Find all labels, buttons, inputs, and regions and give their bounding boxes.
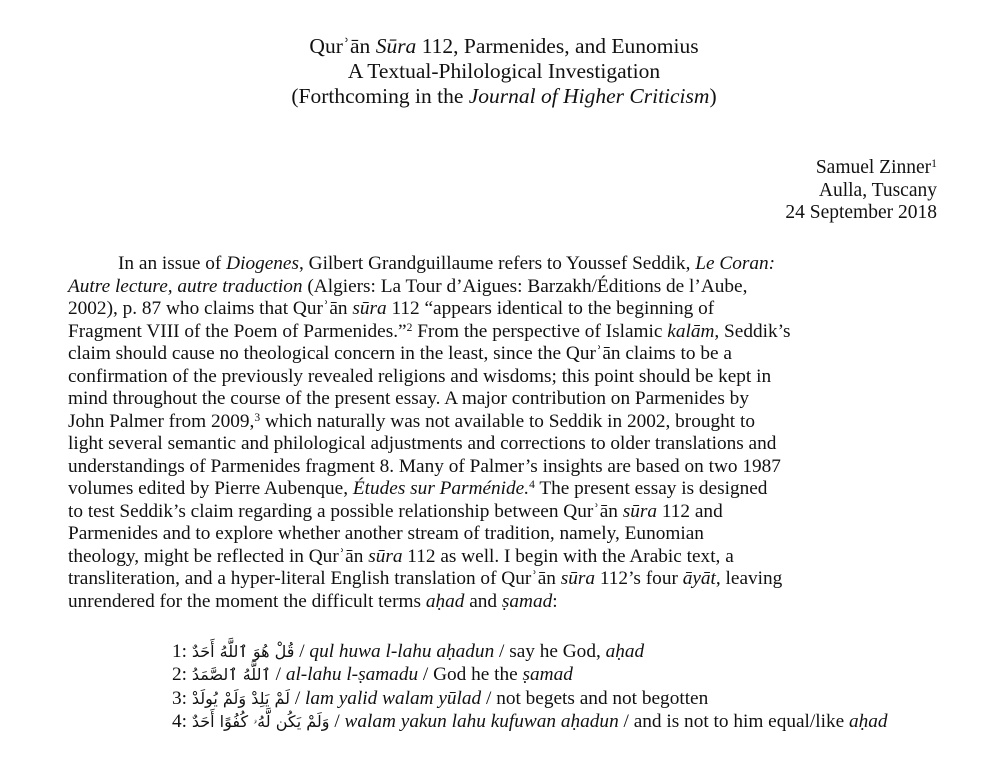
body-line: mind throughout the course of the present essay. A major contribution on Parmenides by [68,388,749,409]
body-line: understandings of Parmenides fragment 8. Many of Palmer’s insights are based on two 1987 [68,455,781,477]
verse-list [172,640,888,733]
arabic-text: قُلْ هُوَ ٱللَّهُ أَحَدٌ [191,642,295,661]
title-line-2: A Textual-Philological Investigation [347,59,661,83]
footnote-marker: 3 [254,410,261,424]
body-line: Autre lecture, autre traduction (Algiers: La Tour d’Aigues: Barzakh/Éditions de l’Aube, [68,275,748,297]
body-line: volumes edited by Pierre Aubenque, Études sur Parménide.$^4$ The present essay is designed [68,478,768,499]
arabic-text: ٱللَّهُ ٱلصَّمَدُ [191,665,271,685]
body-line: John Palmer from 2009,$^3$ which naturally was not available to Seddik in 2002, brought to [68,410,755,432]
body-line: Fragment VIII of the Poem of Parmenides.”$^2$ From the perspective of Islamic kalām, Seddik’s [68,320,791,342]
body-line: 2002), p. 87 who claims that Qurʾān sūra 112 “appears identical to the beginning of [68,298,715,319]
title-line-3: (Forthcoming in the Journal of Higher Criticism) [291,84,717,108]
author-block [785,157,937,225]
footnote-marker: 2 [406,320,413,334]
body-line: unrendered for the moment the difficult terms aḥad and ṣamad: [68,590,558,612]
author-place: Aulla, Tuscany [818,179,937,201]
author-name: Samuel Zinner$^1$ [815,157,937,178]
arabic-text: لَمْ يَلِدْ وَلَمْ يُولَدْ [191,688,290,708]
body-paragraph [68,253,958,613]
body-line: Parmenides and to explore whether another stream of tradition, namely, Eunomian [68,523,704,544]
body-line: confirmation of the previously revealed religions and wisdoms; this point should be kept in [68,365,772,387]
body-line: In an issue of Diogenes, Gilbert Grandguillaume refers to Youssef Seddik, Le Coran: [118,253,776,274]
body-line: transliteration, and a hyper-literal English translation of Qurʾān sūra 112’s four āyāt, leaving [68,568,783,589]
paper-title [0,34,1008,109]
verse-line: 1: قُلْ هُوَ ٱللَّهُ أَحَدٌ / qul huwa l-lahu aḥadun / say he God, aḥad [172,641,645,662]
arabic-text: وَلَمْ يَكُن لَّهُۥ كُفُوًا أَحَدٌ [191,711,330,731]
verse-line: 4: وَلَمْ يَكُن لَّهُۥ كُفُوًا أَحَدٌ / walam yakun lahu kufuwan aḥadun / and is not to him equal/like aḥad [172,710,888,732]
body-line: light several semantic and philological adjustments and corrections to older translations and [68,433,777,454]
body-line: claim should cause no theological concern in the least, since the Qurʾān claims to be a [68,343,732,364]
verse-line: 2: ٱللَّهُ ٱلصَّمَدُ / al-lahu l-ṣamadu / God he the ṣamad [172,664,573,686]
body-line: to test Seddik’s claim regarding a possible relationship between Qurʾān sūra 112 and [68,500,723,522]
title-line-1: Qurʾān Sūra 112, Parmenides, and Eunomius [309,34,699,58]
footnote-marker: 4 [529,478,535,492]
footnote-marker: 1 [931,157,937,171]
author-date: 24 September 2018 [785,202,937,223]
verse-line: 3: لَمْ يَلِدْ وَلَمْ يُولَدْ / lam yalid walam yūlad / not begets and not begotten [172,687,709,709]
body-line: theology, might be reflected in Qurʾān sūra 112 as well. I begin with the Arabic text, a [68,545,734,567]
